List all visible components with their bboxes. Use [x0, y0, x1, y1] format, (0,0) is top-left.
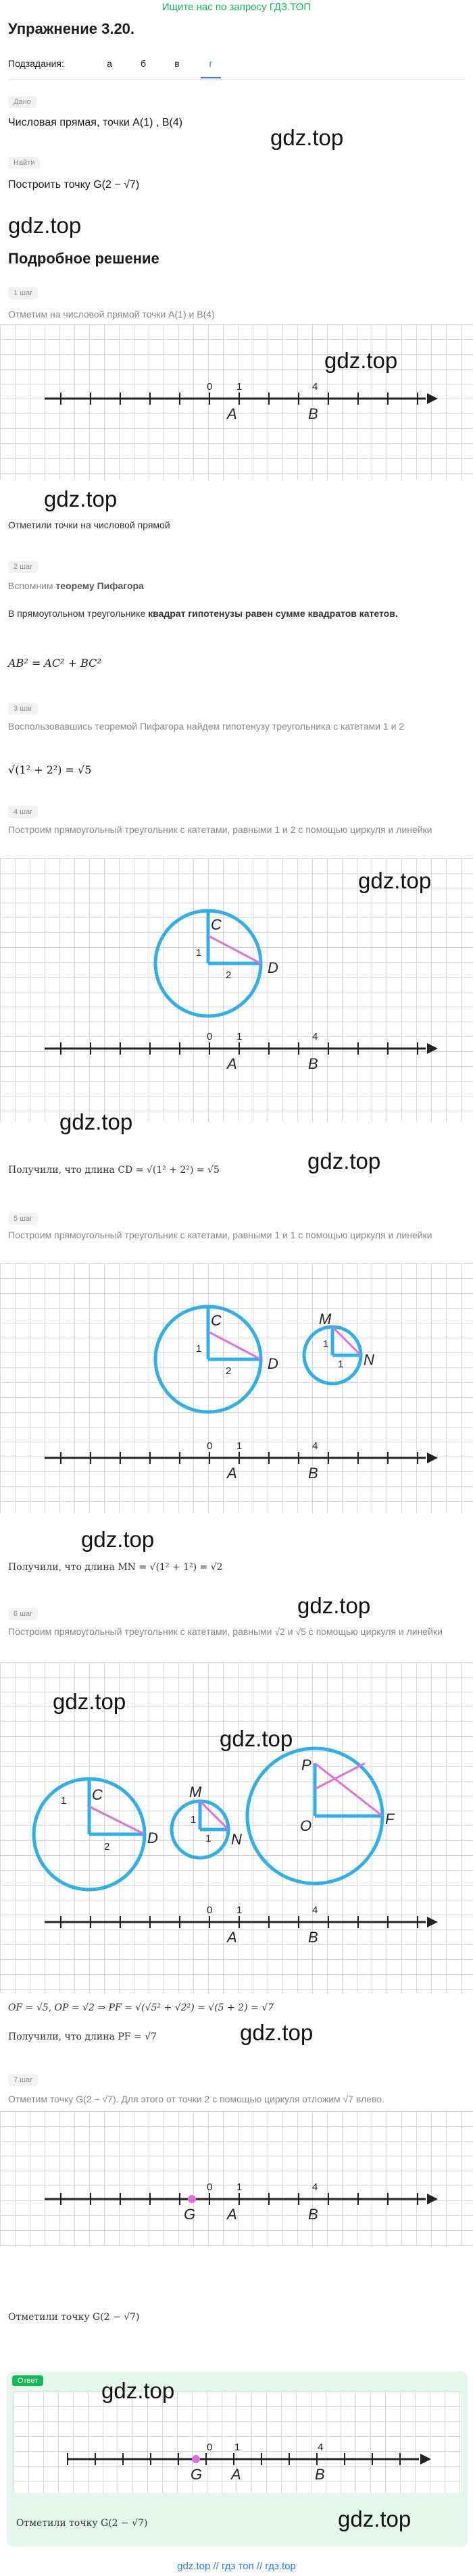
point-B-label: B	[308, 405, 318, 422]
step-chip: 4 шаг	[8, 806, 38, 818]
figure-label: B	[308, 1465, 318, 1482]
figure-label: 0	[207, 2181, 213, 2193]
watermark: gdz.top	[101, 2378, 175, 2403]
watermark: gdz.top	[338, 2506, 412, 2531]
formula: AB² = AC² + BC²	[8, 657, 101, 670]
step-caption: Получили, что длина PF = √7	[8, 2031, 157, 2042]
construction-figure-4	[0, 858, 473, 1121]
figure-label: 4	[312, 1440, 318, 1452]
pythagoras-link[interactable]: теорему Пифагора	[55, 580, 144, 591]
figure-label: G	[191, 2466, 203, 2483]
point-G	[188, 2195, 196, 2203]
step-chip: 3 шаг	[8, 703, 38, 715]
figure-label: 4	[312, 2181, 318, 2193]
figure-label: 1	[234, 2442, 241, 2453]
theorem-text: В прямоугольном треугольнике	[8, 608, 149, 619]
figure-label: 4	[312, 1031, 318, 1042]
tick-label-1: 1	[236, 381, 243, 393]
figure-label: P	[301, 1757, 312, 1773]
figure-label: 1	[338, 1359, 344, 1370]
watermark: gdz.top	[8, 213, 82, 238]
answer-box	[7, 2371, 468, 2547]
figure-label: C	[92, 1786, 103, 1803]
construction-figure-5	[0, 1263, 473, 1513]
footer-links[interactable]: gdz.top // гдз топ // гдз.top	[177, 2560, 296, 2572]
figure-label: B	[308, 1055, 318, 1072]
watermark: gdz.top	[53, 1689, 126, 1714]
figure-label: 4	[318, 2442, 324, 2453]
intro-prefix: Вспомним	[8, 580, 56, 591]
tab-a[interactable]: а	[107, 58, 112, 69]
step-intro: Построим прямоугольный треугольник с катетами, равными √2 и √5 с помощью циркуля и линейки	[8, 1626, 443, 1637]
step-chip: 6 шаг	[8, 1608, 38, 1620]
step-chip: 7 шаг	[8, 2074, 38, 2086]
subtask-nav	[8, 55, 465, 80]
figure-label: 1	[323, 1338, 329, 1350]
step-intro: Воспользовавшись теоремой Пифагора найдем гипотенузу треугольника с катетами 1 и 2	[8, 721, 405, 732]
watermark: gdz.top	[81, 1527, 155, 1552]
step-caption: Получили, что длина MN = √(1² + 1²) = √2	[8, 1562, 223, 1573]
figure-label: A	[227, 2206, 237, 2223]
numberline-figure	[0, 324, 473, 480]
figure-label: N	[231, 1831, 242, 1848]
figure-label: 1	[205, 1833, 211, 1844]
figure-label: O	[300, 1817, 312, 1834]
figure-label: G	[184, 2206, 196, 2223]
figure-label: B	[308, 2206, 318, 2223]
figure-label: 1	[61, 1795, 67, 1807]
watermark: gdz.top	[324, 348, 398, 373]
figure-label: 1	[236, 1904, 243, 1916]
step-chip: 2 шаг	[8, 561, 38, 573]
solution-title: Подробное решение	[8, 250, 159, 267]
step-intro: Отметим на числовой прямой точки A(1) и B(4)	[8, 309, 215, 320]
answer-chip: Ответ	[12, 2375, 43, 2386]
tab-g[interactable]: г	[201, 58, 221, 78]
figure-label: 4	[312, 1904, 318, 1916]
figure-label: A	[231, 2466, 241, 2483]
watermark: gdz.top	[358, 868, 432, 893]
watermark: gdz.top	[307, 1148, 381, 1173]
step-chip: 5 шаг	[8, 1213, 38, 1225]
find-text: Построить точку G(2 − √7)	[8, 179, 140, 191]
figure-label: N	[364, 1351, 374, 1368]
figure-label: 0	[207, 1904, 213, 1916]
figure-label: D	[268, 1355, 278, 1372]
formula: √(1² + 2²) = √5	[8, 763, 92, 776]
figure-label: F	[385, 1811, 395, 1827]
step-intro	[8, 579, 144, 592]
point-A-label: A	[227, 405, 237, 422]
subtask-label: Подзадания:	[8, 58, 64, 69]
figure-label: M	[319, 1311, 332, 1328]
given-chip: Дано	[8, 96, 36, 108]
answer-numberline	[14, 2392, 461, 2493]
answer-caption: Отметили точку G(2 − √7)	[16, 2518, 148, 2529]
figure-label: 1	[196, 1343, 202, 1355]
given-text: Числовая прямая, точки A(1) , B(4)	[8, 117, 183, 128]
tab-b[interactable]: б	[140, 58, 147, 69]
numberline-arrow	[427, 393, 438, 404]
search-hint-link[interactable]: Ищите нас по запросу ГДЗ.ТОП	[161, 1, 312, 13]
figure-label: 1	[236, 2181, 243, 2193]
figure-label: D	[147, 1829, 158, 1846]
figure-label: 1	[236, 1440, 243, 1452]
construction-figure-6	[0, 1662, 473, 1993]
figure-label: 0	[207, 1031, 213, 1042]
figure-label: A	[227, 1465, 237, 1482]
figure-label: A	[227, 1055, 237, 1072]
figure-label: A	[227, 1929, 237, 1946]
figure-label: 0	[207, 2442, 213, 2453]
step-caption: Отметили точку G(2 − √7)	[8, 2312, 140, 2323]
watermark: gdz.top	[59, 1109, 133, 1134]
step-text	[8, 605, 454, 623]
watermark: gdz.top	[44, 486, 118, 511]
step-caption: Получили, что длина CD = √(1² + 2²) = √5	[8, 1165, 220, 1176]
watermark: gdz.top	[220, 1726, 293, 1751]
figure-label: 1	[236, 1031, 243, 1042]
step-intro: Построим прямоугольный треугольник с катетами, равными 1 и 1 с помощью циркуля и линейки	[8, 1230, 432, 1240]
page-title: Упражнение 3.20.	[8, 20, 135, 37]
figure-label: C	[211, 1312, 222, 1329]
figure-label: 1	[191, 1814, 197, 1825]
figure-label: 2	[226, 1365, 232, 1377]
figure-label: D	[268, 959, 278, 976]
figure-label: 1	[196, 947, 202, 959]
figure-label: 0	[207, 1440, 213, 1452]
figure-label: B	[308, 1929, 318, 1946]
tick-label-0: 0	[207, 381, 213, 393]
figure-label: C	[211, 916, 222, 933]
step-chip: 1 шаг	[8, 287, 38, 299]
step-caption: Отметили точки на числовой прямой	[8, 520, 170, 530]
theorem-bold: квадрат гипотенузы равен сумме квадратов катетов.	[148, 608, 398, 619]
figure-label: M	[189, 1784, 202, 1800]
step-intro: Построим прямоугольный треугольник с катетами, равными 1 и 2 с помощью циркуля и линейки	[8, 824, 432, 835]
tab-v[interactable]: в	[174, 58, 180, 69]
figure-label: 2	[104, 1841, 110, 1852]
tick-label-4: 4	[312, 381, 318, 393]
figure-label: 2	[226, 969, 232, 981]
find-chip: Найти	[8, 157, 40, 169]
watermark: gdz.top	[240, 2020, 314, 2045]
watermark: gdz.top	[270, 125, 344, 150]
figure-label: B	[315, 2466, 325, 2483]
watermark: gdz.top	[297, 1593, 371, 1618]
formula: OF = √5, OP = √2 ⇒ PF = √(√5² + √2²) = √(5 + 2) = √7	[8, 2002, 274, 2013]
step-intro: Отметим точку G(2 − √7). Для этого от точки 2 с помощью циркуля отложим √7 влево.	[8, 2094, 384, 2104]
numberline-figure-7	[0, 2111, 473, 2246]
